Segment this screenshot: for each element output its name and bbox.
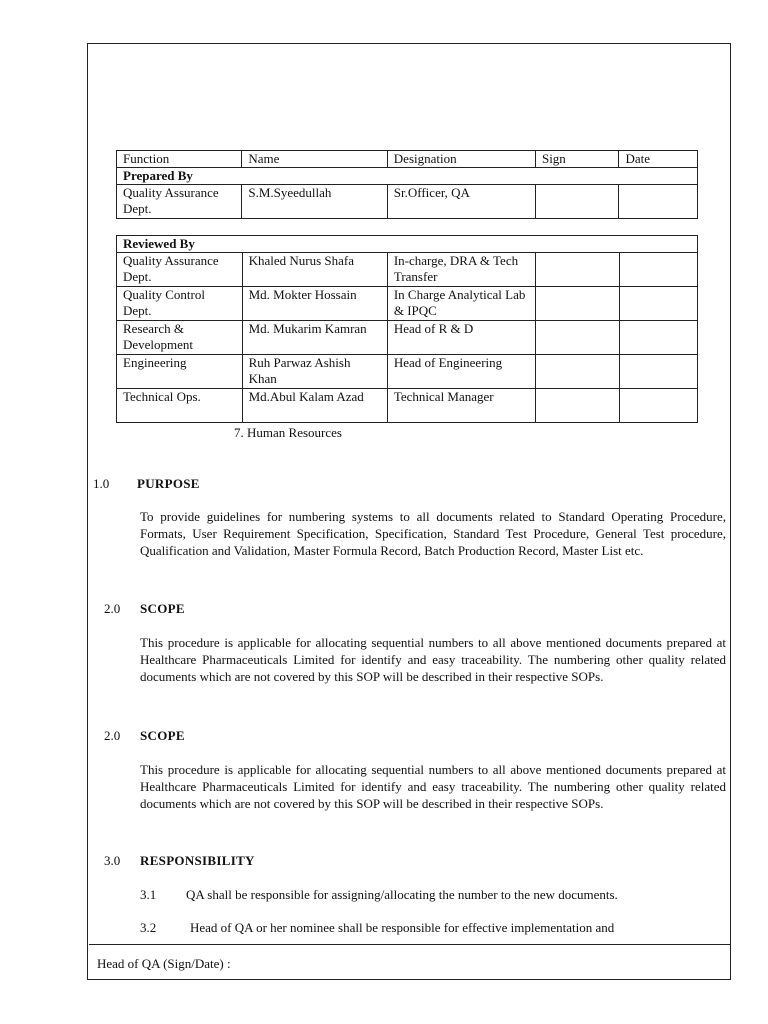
cell-date <box>619 185 698 219</box>
cell-name: Md. Mokter Hossain <box>242 287 387 321</box>
table-row <box>117 389 698 423</box>
table-row <box>117 355 698 389</box>
scope-heading: SCOPE <box>140 601 185 616</box>
purpose-heading: PURPOSE <box>137 476 200 491</box>
cell-name: Md.Abul Kalam Azad <box>242 389 387 423</box>
cell-function: Quality Assurance Dept. <box>117 185 242 219</box>
cell-sign <box>536 355 619 389</box>
table-header-row <box>117 151 698 168</box>
purpose-number: 1.0 <box>93 476 110 491</box>
scope-heading-repeat: SCOPE <box>140 728 185 743</box>
cell-designation: Sr.Officer, QA <box>387 185 535 219</box>
table-row <box>117 321 698 355</box>
responsibility-item-text: Head of QA or her nominee shall be responsible for effective implementation and <box>190 920 615 935</box>
cell-designation: In-charge, DRA & Tech Transfer <box>387 253 535 287</box>
header-designation: Designation <box>387 151 535 168</box>
cell-sign <box>536 253 619 287</box>
human-resources-note: 7. Human Resources <box>234 425 342 440</box>
cell-name: Khaled Nurus Shafa <box>242 253 387 287</box>
cell-date <box>619 287 697 321</box>
purpose-text: To provide guidelines for numbering systems to all documents related to Standard Operating Procedure, Formats, User Requirement Specification, Specification, Standard Test Procedure, General Test procedure, Qualification and Validation, Master Formula Record, Batch Production Record, Master List etc. <box>140 509 726 558</box>
prepared-by-label: Prepared By <box>117 168 698 185</box>
cell-function: Research & Development <box>117 321 243 355</box>
responsibility-item-number: 3.2 <box>140 920 157 935</box>
cell-function: Quality Assurance Dept. <box>117 253 243 287</box>
header-name: Name <box>242 151 387 168</box>
cell-date <box>619 253 697 287</box>
cell-function: Quality Control Dept. <box>117 287 243 321</box>
scope-number: 2.0 <box>104 601 121 616</box>
table-row <box>117 185 698 219</box>
header-date: Date <box>619 151 698 168</box>
scope-number-repeat: 2.0 <box>104 728 121 743</box>
responsibility-item-number: 3.1 <box>140 887 157 902</box>
cell-function: Engineering <box>117 355 243 389</box>
reviewed-by-label: Reviewed By <box>117 236 698 253</box>
responsibility-heading: RESPONSIBILITY <box>140 853 255 868</box>
cell-sign <box>536 287 619 321</box>
cell-sign <box>536 321 619 355</box>
table-row <box>117 287 698 321</box>
cell-date <box>619 321 697 355</box>
footer-divider <box>89 944 731 945</box>
cell-sign <box>535 185 618 219</box>
table-row <box>117 253 698 287</box>
header-function: Function <box>117 151 242 168</box>
footer-signoff: Head of QA (Sign/Date) : <box>97 956 231 971</box>
responsibility-number: 3.0 <box>104 853 121 868</box>
scope-text: This procedure is applicable for allocating sequential numbers to all above mentioned documents prepared at Healthcare Pharmaceuticals Limited for identify and easy traceability. The numbering other quality related documents which are not covered by this SOP will be described in their respective SOPs. <box>140 635 726 684</box>
cell-sign <box>536 389 619 423</box>
cell-date <box>619 389 697 423</box>
cell-designation: Head of R & D <box>387 321 535 355</box>
responsibility-item-text: QA shall be responsible for assigning/allocating the number to the new documents. <box>186 887 618 902</box>
cell-name: Ruh Parwaz Ashish Khan <box>242 355 387 389</box>
cell-designation: Technical Manager <box>387 389 535 423</box>
cell-name: Md. Mukarim Kamran <box>242 321 387 355</box>
cell-designation: Head of Engineering <box>387 355 535 389</box>
cell-function: Technical Ops. <box>117 389 243 423</box>
scope-text-repeat: This procedure is applicable for allocating sequential numbers to all above mentioned documents prepared at Healthcare Pharmaceuticals Limited for identify and easy traceability. The numbering other quality related documents which are not covered by this SOP will be described in their respective SOPs. <box>140 762 726 811</box>
reviewed-by-table <box>116 235 698 423</box>
cell-date <box>619 355 697 389</box>
cell-designation: In Charge Analytical Lab & IPQC <box>387 287 535 321</box>
cell-name: S.M.Syeedullah <box>242 185 387 219</box>
prepared-by-table <box>116 150 698 219</box>
header-sign: Sign <box>535 151 618 168</box>
